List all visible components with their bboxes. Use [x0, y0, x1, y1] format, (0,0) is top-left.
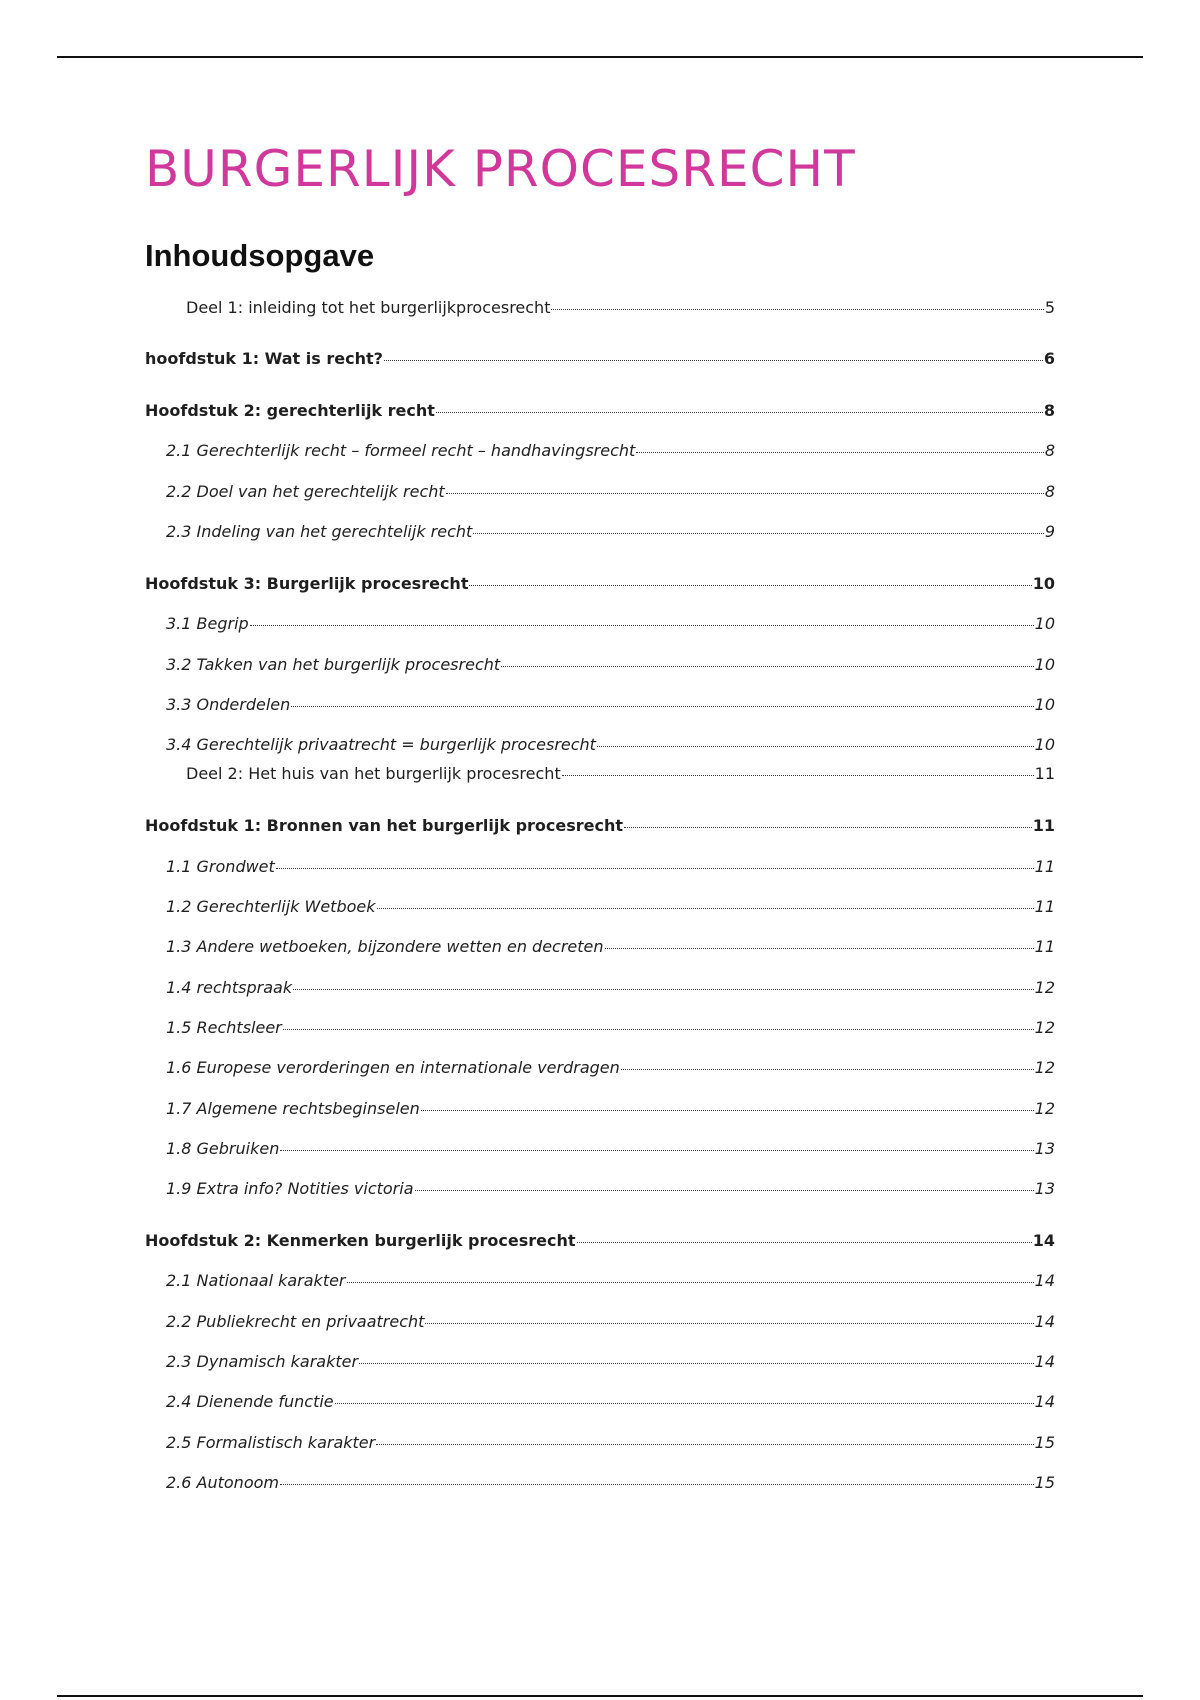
toc-entry-label: 3.3 Onderdelen [166, 695, 291, 714]
toc-entry-label: 1.8 Gebruiken [166, 1139, 280, 1158]
toc-leader-dots [415, 1190, 1034, 1191]
toc-entry-label: Deel 2: Het huis van het burgerlijk procesrecht [186, 764, 561, 783]
toc-entry-label: Hoofdstuk 2: Kenmerken burgerlijk procesrecht [145, 1231, 576, 1250]
toc-entry-page-number: 9 [1044, 522, 1055, 541]
toc-leader-dots [562, 775, 1034, 776]
toc-leader-dots [335, 1403, 1034, 1404]
toc-entry-sec[interactable] [166, 1178, 1055, 1200]
toc-entry-page-number: 10 [1032, 574, 1055, 593]
toc-leader-dots [293, 989, 1034, 990]
toc-entry-chap[interactable] [145, 573, 1055, 595]
toc-entry-page-number: 12 [1034, 1058, 1055, 1077]
toc-entry-label: 1.2 Gerechterlijk Wetboek [166, 897, 376, 916]
toc-entry-page-number: 14 [1034, 1352, 1055, 1371]
toc-entry-page-number: 14 [1034, 1271, 1055, 1290]
toc-entry-label: 1.9 Extra info? Notities victoria [166, 1179, 414, 1198]
toc-entry-chap[interactable] [145, 815, 1055, 837]
toc-leader-dots [577, 1242, 1032, 1243]
toc-entry-label: Deel 1: inleiding tot het burgerlijkprocesrecht [186, 298, 551, 317]
toc-entry-label: 2.3 Dynamisch karakter [166, 1352, 359, 1371]
toc-entry-page-number: 13 [1034, 1179, 1055, 1198]
toc-leader-dots [621, 1069, 1034, 1070]
toc-entry-sec[interactable] [166, 856, 1055, 878]
toc-entry-sec[interactable] [166, 1270, 1055, 1292]
toc-entry-page-number: 13 [1034, 1139, 1055, 1158]
toc-entry-label: 3.1 Begrip [166, 614, 249, 633]
toc-heading: Inhoudsopgave [145, 238, 375, 273]
toc-entry-label: 2.6 Autonoom [166, 1473, 279, 1492]
toc-entry-sec[interactable] [166, 1138, 1055, 1160]
toc-entry-page-number: 14 [1034, 1392, 1055, 1411]
toc-entry-label: 1.5 Rechtsleer [166, 1018, 282, 1037]
toc-entry-chap[interactable] [145, 1230, 1055, 1252]
toc-entry-sec[interactable] [166, 896, 1055, 918]
document-title: BURGERLIJK PROCESRECHT [145, 140, 856, 198]
toc-entry-label: 2.2 Doel van het gerechtelijk recht [166, 482, 445, 501]
toc-leader-dots [276, 868, 1034, 869]
toc-entry-label: 2.2 Publiekrecht en privaatrecht [166, 1312, 425, 1331]
toc-entry-page-number: 11 [1034, 937, 1055, 956]
toc-leader-dots [636, 452, 1044, 453]
toc-entry-sec[interactable] [166, 1351, 1055, 1373]
toc-entry-page-number: 8 [1043, 401, 1055, 420]
toc-entry-page-number: 11 [1034, 764, 1055, 783]
toc-entry-sec[interactable] [166, 613, 1055, 635]
toc-leader-dots [283, 1029, 1034, 1030]
toc-entry-page-number: 12 [1034, 1099, 1055, 1118]
toc-entry-page-number: 14 [1034, 1312, 1055, 1331]
toc-entry-label: Hoofdstuk 2: gerechterlijk recht [145, 401, 435, 420]
toc-entry-label: 1.6 Europese verorderingen en internationale verdragen [166, 1058, 620, 1077]
toc-leader-dots [605, 948, 1034, 949]
toc-entry-sec[interactable] [166, 481, 1055, 503]
toc-entry-page-number: 5 [1044, 298, 1055, 317]
toc-entry-label: 1.3 Andere wetboeken, bijzondere wetten en decreten [166, 937, 604, 956]
toc-entry-page-number: 10 [1034, 655, 1055, 674]
toc-leader-dots [359, 1363, 1034, 1364]
toc-entry-label: 2.1 Gerechterlijk recht – formeel recht – handhavingsrecht [166, 441, 636, 460]
toc-entry-page-number: 10 [1034, 735, 1055, 754]
toc-entry-sec[interactable] [166, 1391, 1055, 1413]
toc-leader-dots [446, 493, 1044, 494]
toc-leader-dots [250, 625, 1034, 626]
toc-entry-page-number: 11 [1032, 816, 1055, 835]
toc-entry-chap[interactable] [145, 348, 1055, 370]
toc-entry-page-number: 6 [1043, 349, 1055, 368]
toc-entry-page-number: 10 [1034, 614, 1055, 633]
toc-leader-dots [384, 360, 1043, 361]
toc-entry-chap[interactable] [145, 400, 1055, 422]
toc-entry-page-number: 12 [1034, 978, 1055, 997]
toc-leader-dots [469, 585, 1031, 586]
toc-entry-part[interactable] [186, 297, 1055, 319]
toc-leader-dots [551, 309, 1043, 310]
toc-entry-page-number: 11 [1034, 857, 1055, 876]
toc-entry-label: Hoofdstuk 1: Bronnen van het burgerlijk procesrecht [145, 816, 624, 835]
toc-entry-label: 1.7 Algemene rechtsbeginselen [166, 1099, 420, 1118]
toc-entry-part[interactable] [186, 763, 1055, 785]
toc-entry-sec[interactable] [166, 1432, 1055, 1454]
toc-leader-dots [624, 827, 1032, 828]
toc-entry-page-number: 12 [1034, 1018, 1055, 1037]
toc-entry-page-number: 14 [1032, 1231, 1055, 1250]
toc-entry-sec[interactable] [166, 734, 1055, 756]
toc-entry-label: 3.2 Takken van het burgerlijk procesrecht [166, 655, 501, 674]
toc-entry-sec[interactable] [166, 654, 1055, 676]
toc-entry-sec[interactable] [166, 936, 1055, 958]
toc-leader-dots [436, 412, 1043, 413]
toc-entry-label: Hoofdstuk 3: Burgerlijk procesrecht [145, 574, 469, 593]
toc-entry-label: hoofdstuk 1: Wat is recht? [145, 349, 383, 368]
toc-leader-dots [597, 746, 1034, 747]
toc-entry-page-number: 15 [1034, 1433, 1055, 1452]
toc-entry-label: 3.4 Gerechtelijk privaatrecht = burgerlijk procesrecht [166, 735, 596, 754]
toc-entry-label: 2.3 Indeling van het gerechtelijk recht [166, 522, 473, 541]
toc-leader-dots [421, 1110, 1034, 1111]
toc-entry-sec[interactable] [166, 1311, 1055, 1333]
toc-entry-label: 2.4 Dienende functie [166, 1392, 334, 1411]
toc-leader-dots [501, 666, 1033, 667]
toc-leader-dots [280, 1150, 1033, 1151]
toc-leader-dots [377, 908, 1034, 909]
toc-entry-sec[interactable] [166, 694, 1055, 716]
toc-leader-dots [347, 1282, 1034, 1283]
toc-leader-dots [280, 1484, 1034, 1485]
toc-leader-dots [425, 1323, 1033, 1324]
toc-entry-sec[interactable] [166, 1472, 1055, 1494]
toc-entry-page-number: 10 [1034, 695, 1055, 714]
toc-entry-page-number: 8 [1044, 482, 1055, 501]
toc-entry-label: 1.4 rechtspraak [166, 978, 293, 997]
toc-entry-sec[interactable] [166, 1017, 1055, 1039]
toc-entry-label: 1.1 Grondwet [166, 857, 275, 876]
toc-leader-dots [291, 706, 1033, 707]
toc-entry-page-number: 8 [1044, 441, 1055, 460]
toc-entry-sec[interactable] [166, 1098, 1055, 1120]
footer-rule [57, 1695, 1143, 1697]
toc-entry-label: 2.1 Nationaal karakter [166, 1271, 346, 1290]
toc-entry-label: 2.5 Formalistisch karakter [166, 1433, 376, 1452]
toc-entry-sec[interactable] [166, 977, 1055, 999]
toc-entry-page-number: 15 [1034, 1473, 1055, 1492]
toc-leader-dots [376, 1444, 1033, 1445]
toc-entry-page-number: 11 [1034, 897, 1055, 916]
toc-entry-sec[interactable] [166, 1057, 1055, 1079]
toc-leader-dots [473, 533, 1044, 534]
toc-entry-sec[interactable] [166, 521, 1055, 543]
toc-entry-sec[interactable] [166, 440, 1055, 462]
